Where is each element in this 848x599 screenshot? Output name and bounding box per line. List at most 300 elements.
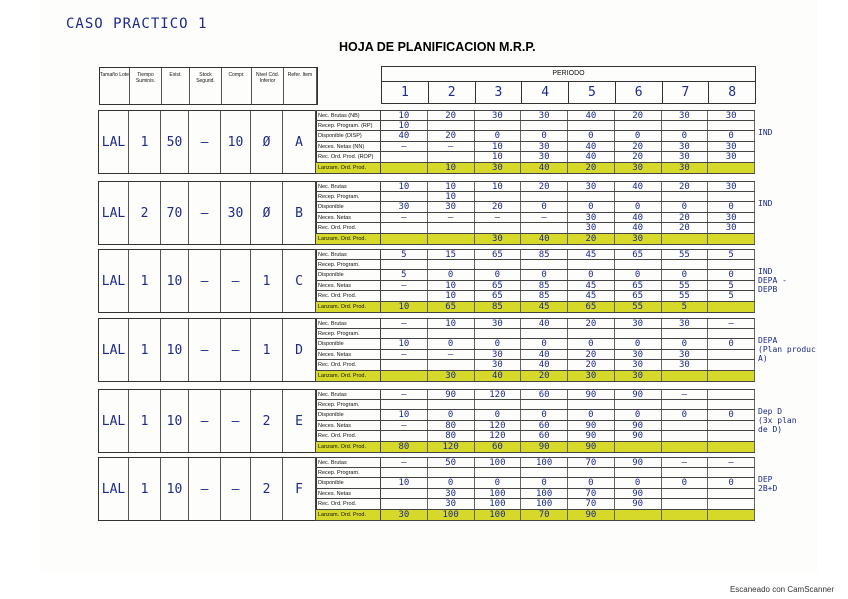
column-header: Refer. Item [284, 68, 317, 104]
mrp-row [315, 339, 755, 350]
mrp-row [315, 142, 755, 153]
period-cell [521, 192, 568, 202]
mrp-row [315, 400, 755, 411]
period-number: 1 [382, 82, 429, 104]
item-parameter: 10 [161, 250, 189, 312]
period-cell: 20 [662, 213, 709, 223]
item-parameter: 2 [129, 182, 161, 244]
item-parameter: 1 [129, 319, 161, 381]
period-cell [708, 442, 755, 452]
period-cell: 20 [428, 131, 475, 141]
period-cell [381, 223, 428, 233]
period-cell: 100 [428, 510, 475, 520]
period-cell [568, 121, 615, 131]
period-cell [475, 223, 522, 233]
item-parameter: E [283, 390, 316, 452]
period-cell: 10 [428, 319, 475, 328]
period-cell: 30 [475, 350, 522, 360]
row-label: Recep. Program. [315, 468, 381, 478]
period-cell [615, 260, 662, 270]
item-parameter: 1 [129, 458, 161, 520]
period-cell: 20 [615, 152, 662, 162]
item-parameter: — [221, 390, 251, 452]
period-cell: 90 [615, 489, 662, 499]
margin-note: IND [758, 128, 773, 137]
period-cell [428, 468, 475, 478]
period-cell: 100 [475, 499, 522, 509]
row-label: Lanzam. Ord. Prod. [315, 442, 381, 452]
period-cell: 30 [381, 510, 428, 520]
period-cell: 40 [521, 360, 568, 370]
period-cell [521, 468, 568, 478]
period-cell: 50 [428, 458, 475, 467]
period-cell: 0 [475, 131, 522, 141]
item-parameters [98, 457, 317, 521]
row-label: Recep. Program. [315, 260, 381, 270]
period-cell [708, 302, 755, 312]
period-cell: 40 [615, 223, 662, 233]
period-cell [615, 468, 662, 478]
mrp-row [315, 249, 755, 260]
period-cell: 30 [708, 152, 755, 162]
period-cell: 10 [475, 182, 522, 191]
period-cell: 70 [568, 489, 615, 499]
period-cell: — [381, 319, 428, 328]
periodo-label: PERIODO [382, 67, 755, 82]
period-cell [615, 400, 662, 410]
column-header: Tamaño Lote [100, 68, 130, 104]
period-cell: 10 [428, 281, 475, 291]
period-cell: 30 [662, 142, 709, 152]
period-cell [568, 192, 615, 202]
period-cell: 60 [521, 431, 568, 441]
period-cell [381, 163, 428, 173]
item-parameter: — [189, 319, 221, 381]
period-cell: 30 [428, 371, 475, 381]
handwritten-title: CASO PRACTICO 1 [66, 16, 208, 32]
period-cell: 45 [521, 302, 568, 312]
row-label: Recep. Program. [315, 400, 381, 410]
mrp-row [315, 181, 755, 192]
period-cell: 90 [568, 510, 615, 520]
item-parameter: 1 [129, 390, 161, 452]
mrp-row [315, 213, 755, 224]
period-cell: 15 [428, 250, 475, 259]
period-cell: 0 [521, 339, 568, 349]
period-cell: 30 [615, 234, 662, 244]
period-cell [708, 350, 755, 360]
period-cell: 5 [381, 270, 428, 280]
period-cell: — [662, 458, 709, 467]
period-cell: 90 [428, 390, 475, 399]
period-cell [428, 234, 475, 244]
period-cell: 70 [521, 510, 568, 520]
item-parameter: LAL [99, 111, 129, 173]
mrp-row [315, 478, 755, 489]
row-label: Neces. Netas [315, 213, 381, 223]
period-cell [662, 468, 709, 478]
item-parameter: — [221, 458, 251, 520]
period-cell: 0 [662, 478, 709, 488]
period-number: 3 [476, 82, 523, 104]
period-cell: 0 [521, 202, 568, 212]
period-cell: 120 [428, 442, 475, 452]
row-label: Rec. Ord. Prod. [315, 223, 381, 233]
period-cell: 10 [428, 182, 475, 191]
row-label: Neces. Netas [315, 281, 381, 291]
mrp-row [315, 510, 755, 521]
period-cell: 0 [521, 270, 568, 280]
period-cell: 55 [662, 250, 709, 259]
period-cell: 90 [615, 499, 662, 509]
row-label: Nec. Brutas (NB) [315, 111, 381, 120]
period-cell: 90 [568, 390, 615, 399]
period-cell: 65 [568, 302, 615, 312]
period-cell: 5 [662, 302, 709, 312]
row-label: Nec. Brutas [315, 319, 381, 328]
period-cell [662, 499, 709, 509]
period-cell: 20 [475, 202, 522, 212]
period-cell: — [381, 213, 428, 223]
column-header: Compr. [222, 68, 252, 104]
period-cell [708, 421, 755, 431]
period-cell: 55 [662, 281, 709, 291]
period-cell: 30 [475, 234, 522, 244]
period-cell: 40 [521, 163, 568, 173]
period-cell: 10 [381, 182, 428, 191]
period-cell: 40 [568, 111, 615, 120]
period-cell: 30 [428, 202, 475, 212]
period-cell [662, 442, 709, 452]
period-cell: 30 [615, 371, 662, 381]
row-label: Nec. Brutas [315, 182, 381, 191]
row-label: Rec. Ord. Prod. [315, 291, 381, 301]
period-numbers [382, 82, 755, 104]
period-cell [428, 152, 475, 162]
period-cell: 40 [521, 234, 568, 244]
row-label: Disponible [315, 339, 381, 349]
periodo-header [381, 66, 756, 104]
period-cell [381, 260, 428, 270]
period-cell: 40 [521, 319, 568, 328]
item-parameter: LAL [99, 182, 129, 244]
period-cell: 0 [521, 131, 568, 141]
period-cell [708, 468, 755, 478]
period-cell: 0 [475, 478, 522, 488]
period-cell: 30 [662, 350, 709, 360]
period-cell [521, 329, 568, 339]
period-number: 8 [728, 85, 737, 100]
row-label: Lanzam. Ord. Prod. [315, 163, 381, 173]
period-cell: 30 [708, 142, 755, 152]
period-cell: — [381, 142, 428, 152]
mrp-row [315, 234, 755, 245]
row-label: Disponible (DISP) [315, 131, 381, 141]
row-label: Recep. Program. [315, 329, 381, 339]
item-parameter: — [189, 458, 221, 520]
row-label: Nec. Brutas [315, 390, 381, 399]
margin-note: DEP 2B+D [758, 475, 778, 493]
item-parameter: LAL [99, 458, 129, 520]
period-cell: 70 [568, 458, 615, 467]
column-header: Nivel Cód. Inferior [252, 68, 284, 104]
period-cell [708, 499, 755, 509]
item-parameters [98, 110, 317, 174]
period-cell: 40 [568, 152, 615, 162]
period-cell [662, 431, 709, 441]
period-cell: 0 [662, 270, 709, 280]
period-cell: — [381, 281, 428, 291]
period-cell: 30 [521, 111, 568, 120]
scanner-footer: Escaneado con CamScanner [729, 585, 834, 594]
period-cell: 10 [381, 410, 428, 420]
period-cell: 20 [568, 163, 615, 173]
mrp-row [315, 410, 755, 421]
period-cell: 0 [568, 270, 615, 280]
period-cell: 90 [615, 458, 662, 467]
period-cell [662, 329, 709, 339]
period-number: 6 [616, 82, 663, 104]
period-cell: 90 [615, 421, 662, 431]
period-number: 2 [429, 82, 476, 104]
row-label: Nec. Brutas [315, 458, 381, 467]
item-parameter: 10 [221, 111, 251, 173]
period-cell [381, 468, 428, 478]
period-cell [428, 400, 475, 410]
item-parameter: — [189, 182, 221, 244]
period-cell: 40 [521, 350, 568, 360]
row-label: Disponible [315, 410, 381, 420]
period-cell: 5 [708, 291, 755, 301]
mrp-row [315, 421, 755, 432]
row-label: Rec. Ord. Prod. (ROP) [315, 152, 381, 162]
period-cell: 0 [521, 410, 568, 420]
mrp-row [315, 499, 755, 510]
period-cell [662, 192, 709, 202]
mrp-row [315, 457, 755, 468]
period-cell: 100 [475, 458, 522, 467]
period-cell [662, 234, 709, 244]
period-cell: 90 [615, 431, 662, 441]
period-cell [615, 510, 662, 520]
period-cell: 30 [568, 371, 615, 381]
period-cell: 30 [662, 360, 709, 370]
period-cell [428, 329, 475, 339]
period-cell: 80 [381, 442, 428, 452]
item-parameter: 10 [161, 390, 189, 452]
period-cell: — [428, 142, 475, 152]
period-cell: 120 [475, 421, 522, 431]
margin-note: IND DEPA - DEPB [758, 267, 787, 294]
item-parameter: LAL [99, 319, 129, 381]
period-cell: 0 [428, 270, 475, 280]
period-cell [708, 489, 755, 499]
period-cell: 0 [662, 410, 709, 420]
period-cell: — [662, 390, 709, 399]
period-cell: 30 [568, 213, 615, 223]
column-header: Exist. [162, 68, 190, 104]
period-cell: 0 [708, 339, 755, 349]
margin-note: IND [758, 199, 773, 208]
item-parameter: 2 [251, 390, 283, 452]
mrp-row [315, 281, 755, 292]
period-cell: 20 [568, 360, 615, 370]
period-cell [521, 223, 568, 233]
period-cell: 10 [428, 192, 475, 202]
period-cell: 30 [521, 142, 568, 152]
period-cell: 90 [521, 442, 568, 452]
period-cell: 30 [475, 163, 522, 173]
item-parameter: 50 [161, 111, 189, 173]
period-cell [708, 510, 755, 520]
period-cell: 100 [521, 489, 568, 499]
period-cell: 20 [428, 111, 475, 120]
period-cell [381, 431, 428, 441]
item-parameter: 10 [161, 458, 189, 520]
column-header: Stock Segurid. [190, 68, 222, 104]
item-parameter: Ø [251, 182, 283, 244]
mrp-row [315, 202, 755, 213]
period-cell: 0 [615, 410, 662, 420]
mrp-row [315, 270, 755, 281]
period-cell: 30 [475, 360, 522, 370]
period-cell: 20 [521, 182, 568, 191]
period-cell: 30 [568, 223, 615, 233]
item-parameters [98, 389, 317, 453]
period-cell: 30 [662, 152, 709, 162]
period-cell: 30 [615, 319, 662, 328]
period-cell: 0 [428, 339, 475, 349]
column-header: Tiempo Suminis. [130, 68, 162, 104]
item-parameter: 10 [161, 319, 189, 381]
item-parameter: 1 [129, 111, 161, 173]
period-cell: 80 [428, 431, 475, 441]
period-cell: 20 [568, 350, 615, 360]
item-parameter: — [189, 390, 221, 452]
period-cell: 30 [708, 223, 755, 233]
period-cell [428, 223, 475, 233]
period-cell [708, 431, 755, 441]
period-cell: 5 [708, 281, 755, 291]
period-cell: 0 [662, 339, 709, 349]
mrp-row [315, 121, 755, 132]
period-cell: 65 [475, 291, 522, 301]
mrp-row [315, 192, 755, 203]
row-label: Disponible [315, 202, 381, 212]
period-cell: — [475, 213, 522, 223]
item-parameter: B [283, 182, 316, 244]
period-cell: 10 [428, 291, 475, 301]
period-cell: 40 [475, 371, 522, 381]
period-cell [381, 192, 428, 202]
period-cell [615, 192, 662, 202]
period-cell: 0 [428, 410, 475, 420]
period-cell [381, 489, 428, 499]
mrp-row [315, 371, 755, 382]
period-cell [381, 152, 428, 162]
period-cell: 30 [615, 163, 662, 173]
period-cell: 45 [568, 250, 615, 259]
period-cell [568, 400, 615, 410]
period-cell [615, 121, 662, 131]
period-cell: 10 [381, 121, 428, 131]
period-cell [662, 121, 709, 131]
period-cell [475, 260, 522, 270]
period-cell [381, 499, 428, 509]
mrp-row [315, 360, 755, 371]
row-label: Rec. Ord. Prod. [315, 499, 381, 509]
period-cell [708, 234, 755, 244]
margin-note: DEPA (Plan produc A) [758, 336, 816, 363]
period-cell: 0 [475, 270, 522, 280]
mrp-row [315, 350, 755, 361]
period-cell: 0 [662, 131, 709, 141]
period-cell: 85 [521, 281, 568, 291]
period-cell: 120 [475, 431, 522, 441]
period-cell: 5 [381, 250, 428, 259]
period-cell: 0 [708, 478, 755, 488]
period-cell: 30 [615, 360, 662, 370]
period-cell: 30 [428, 499, 475, 509]
period-cell: 20 [568, 234, 615, 244]
period-cell: 45 [568, 281, 615, 291]
period-cell: 10 [381, 111, 428, 120]
period-cell: 60 [521, 390, 568, 399]
period-cell: 100 [521, 458, 568, 467]
period-cell: 20 [615, 142, 662, 152]
period-cell: 30 [708, 111, 755, 120]
period-cell: 0 [615, 270, 662, 280]
period-cell: 100 [521, 499, 568, 509]
period-cell: 0 [708, 410, 755, 420]
item-parameters [98, 181, 317, 245]
period-cell [615, 442, 662, 452]
period-cell: 0 [662, 202, 709, 212]
period-cell [381, 371, 428, 381]
mrp-row [315, 489, 755, 500]
period-cell: 30 [475, 111, 522, 120]
period-cell: 85 [521, 250, 568, 259]
period-cell: 40 [381, 131, 428, 141]
period-cell [475, 468, 522, 478]
period-cell: — [428, 213, 475, 223]
period-cell: 30 [475, 319, 522, 328]
mrp-row [315, 442, 755, 453]
item-parameters [98, 318, 317, 382]
period-cell: — [428, 350, 475, 360]
item-parameter: 2 [251, 458, 283, 520]
period-cell [521, 121, 568, 131]
period-cell: 10 [475, 142, 522, 152]
period-cell: 90 [568, 421, 615, 431]
period-cell [708, 400, 755, 410]
period-cell [662, 400, 709, 410]
period-cell: 0 [568, 131, 615, 141]
row-label: Lanzam. Ord. Prod. [315, 234, 381, 244]
period-cell [568, 260, 615, 270]
period-number: 5 [569, 82, 616, 104]
row-label: Recep. Program. [315, 192, 381, 202]
item-parameter: LAL [99, 250, 129, 312]
mrp-row [315, 302, 755, 313]
period-cell: 0 [708, 202, 755, 212]
item-parameter: 30 [221, 182, 251, 244]
period-cell [428, 260, 475, 270]
period-cell: 20 [662, 182, 709, 191]
period-cell [475, 192, 522, 202]
period-cell: 0 [475, 339, 522, 349]
period-cell: 10 [381, 302, 428, 312]
